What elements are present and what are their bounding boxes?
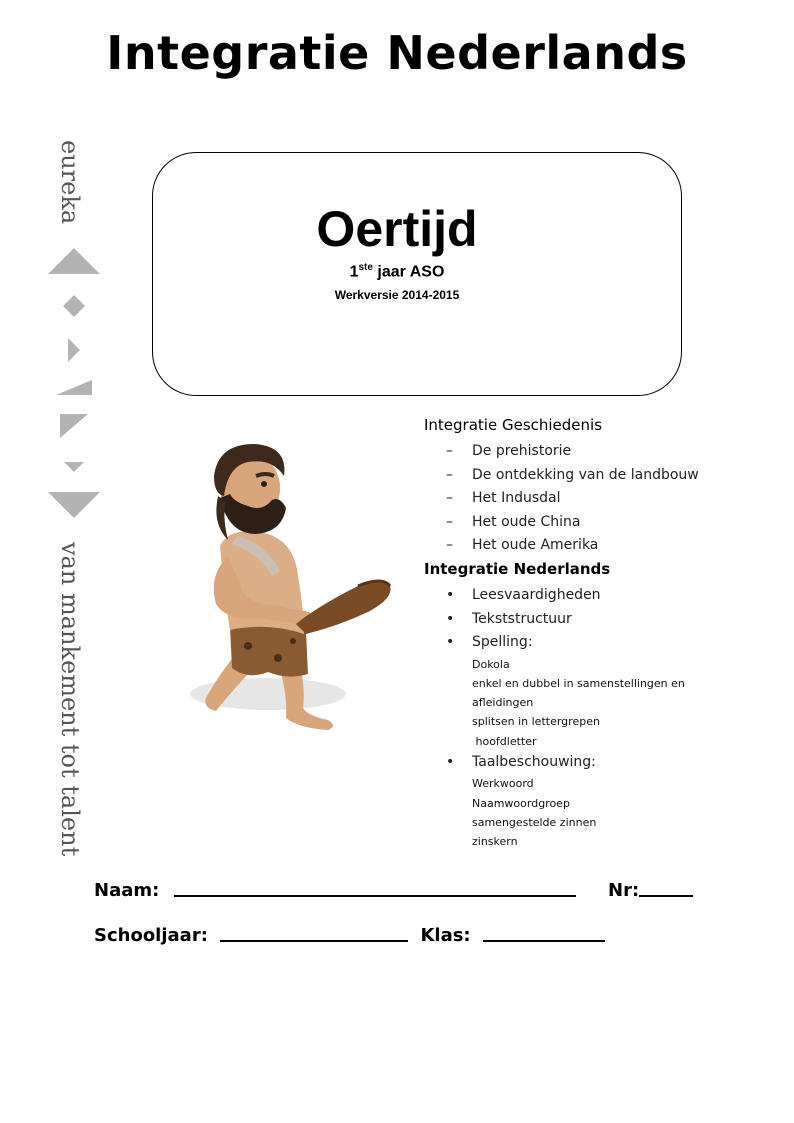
cover-subtitle: 1ste jaar ASO: [349, 262, 445, 281]
sub-item: afleidingen: [472, 696, 534, 710]
logo-bottom-text: van mankement tot talent: [56, 542, 84, 857]
history-list: [446, 440, 699, 558]
school-year-label: Schooljaar:: [94, 925, 208, 946]
list-item: • Spelling: Dokola enkel en dubbel in samenstellingen en afleidingen splitsen in lettergrepen hoofdletter: [446, 631, 746, 751]
logo-top-text: eureka: [56, 140, 84, 225]
triangle-corner: [60, 414, 88, 438]
list-item: • Leesvaardigheden: [446, 587, 601, 603]
sub-item: enkel en dubbel in samenstellingen en: [472, 676, 685, 690]
school-year-row: [94, 925, 605, 946]
sub-item: Naamwoordgroep: [472, 796, 570, 810]
list-item: – Het oude China: [446, 513, 581, 530]
name-row: [94, 880, 576, 901]
dutch-list: [446, 584, 746, 852]
caveman-icon: [168, 436, 398, 746]
arrow-right-small: [68, 338, 80, 362]
class-label: Klas:: [420, 925, 471, 946]
arrow-down-small: [64, 462, 84, 472]
sub-item: zinskern: [472, 835, 518, 849]
page-title: Integratie Nederlands: [106, 26, 688, 80]
class-field[interactable]: [483, 940, 605, 942]
spelling-sublist: [472, 655, 746, 751]
number-label: Nr:: [608, 880, 640, 901]
arrow-up-large: [48, 248, 100, 274]
grammar-sublist: [472, 774, 746, 851]
list-item: – Het Indusdal: [446, 490, 561, 506]
slant-shape: [56, 380, 92, 395]
number-row: [608, 880, 693, 901]
sub-item: splitsen in lettergrepen: [472, 715, 600, 729]
list-item: – De ontdekking van de landbouw: [446, 466, 699, 483]
cover-title: Oertijd: [316, 201, 478, 257]
list-item: – De prehistorie: [446, 443, 572, 459]
dutch-heading: Integratie Nederlands: [424, 560, 611, 578]
history-heading: Integratie Geschiedenis: [424, 416, 603, 434]
arrow-down-large: [48, 492, 100, 518]
sub-item: Werkwoord: [472, 777, 534, 791]
cover-version: Werkversie 2014-2015: [334, 288, 460, 302]
name-label: Naam:: [94, 880, 160, 901]
list-item: • Taalbeschouwing: Werkwoord Naamwoordgroep samengestelde zinnen zinskern: [446, 751, 746, 852]
sub-item: samengestelde zinnen: [472, 816, 597, 830]
list-item: • Tekststructuur: [446, 610, 572, 627]
number-field[interactable]: [639, 895, 693, 897]
name-field[interactable]: [174, 895, 576, 897]
eureka-arrows-icon: [44, 240, 104, 530]
diamond-shape: [63, 295, 85, 317]
list-item: – Het oude Amerika: [446, 537, 599, 553]
school-year-field[interactable]: [220, 940, 408, 942]
sub-item: Dokola: [472, 657, 510, 671]
sub-item: hoofdletter: [472, 734, 537, 748]
